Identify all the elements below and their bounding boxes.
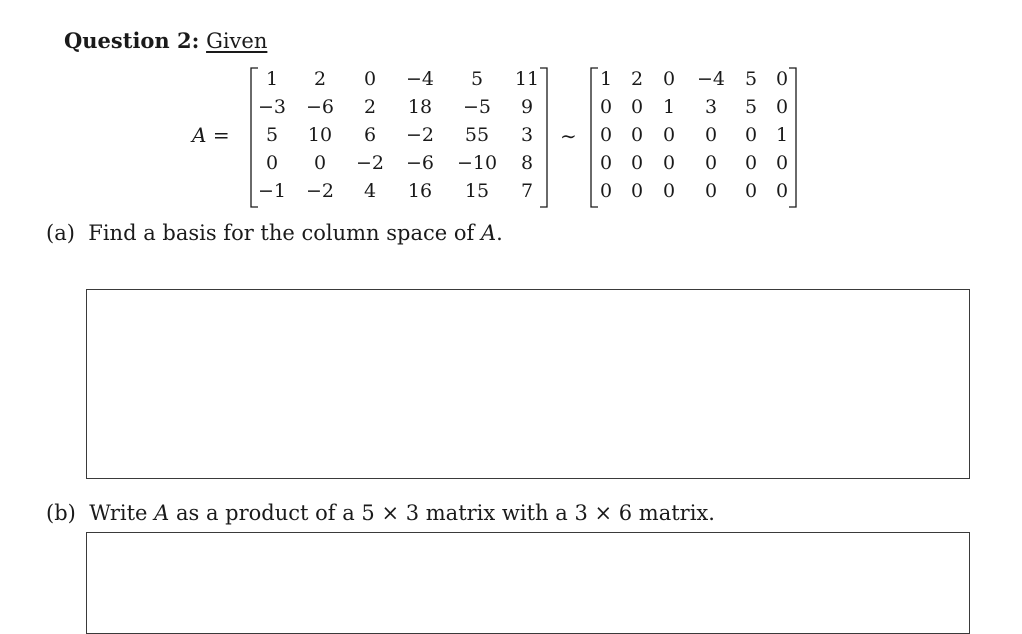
question-label: Question 2: xyxy=(64,28,200,53)
matrix-a-cell-r1-c1: 1 xyxy=(265,68,279,90)
matrix-a-cell-r5-c4: 16 xyxy=(407,180,433,202)
matrix-rref-cell-r3-c4: 0 xyxy=(704,124,718,146)
matrix-a-cell-r5-c6: 7 xyxy=(520,180,534,202)
part-a-answer-box[interactable] xyxy=(86,289,970,479)
matrix-a-cell-r4-c1: 0 xyxy=(265,152,279,174)
matrix-rref-cell-r1-c3: 0 xyxy=(662,68,676,90)
matrix-rref-cell-r3-c6: 1 xyxy=(775,124,789,146)
matrix-rref-cell-r3-c5: 0 xyxy=(744,124,758,146)
matrix-rref-cell-r5-c4: 0 xyxy=(704,180,718,202)
matrix-a-cell-r3-c4: −2 xyxy=(405,124,434,146)
matrix-rref-cell-r4-c6: 0 xyxy=(775,152,789,174)
matrix-rref-cell-r2-c4: 3 xyxy=(704,96,718,118)
matrix-a-cell-r1-c3: 0 xyxy=(363,68,377,90)
part-a-label: (a) xyxy=(46,221,75,245)
matrix-rref-cell-r1-c5: 5 xyxy=(744,68,758,90)
matrix-rref-cell-r1-c4: −4 xyxy=(696,68,725,90)
matrix-rref-cell-r5-c5: 0 xyxy=(744,180,758,202)
part-b-text-2: as a product of a 5 × 3 matrix with a 3 × 6 matrix. xyxy=(169,501,715,525)
part-b-question xyxy=(46,501,715,525)
matrix-a-cell-r3-c2: 10 xyxy=(307,124,333,146)
matrix-a-cell-r2-c5: −5 xyxy=(462,96,491,118)
matrix-rref-cell-r5-c1: 0 xyxy=(599,180,613,202)
lhs-variable: A xyxy=(192,123,207,147)
equals-sign: = xyxy=(212,123,230,147)
given-text: Given xyxy=(206,29,268,53)
matrix-a-cell-r2-c4: 18 xyxy=(407,96,433,118)
matrix-a-cell-r3-c3: 6 xyxy=(363,124,377,146)
matrix-a-cell-r2-c1: −3 xyxy=(257,96,286,118)
matrix-a-cell-r1-c2: 2 xyxy=(313,68,327,90)
part-a-question xyxy=(46,221,503,245)
matrix-a-cell-r2-c3: 2 xyxy=(363,96,377,118)
part-b-label: (b) xyxy=(46,501,76,525)
matrix-a-cell-r1-c6: 11 xyxy=(514,68,540,90)
part-a-period: . xyxy=(496,221,503,245)
part-b-text-1: Write xyxy=(89,501,155,525)
matrix-rref-cell-r2-c6: 0 xyxy=(775,96,789,118)
matrix-rref-cell-r2-c5: 5 xyxy=(744,96,758,118)
matrix-rref-cell-r3-c2: 0 xyxy=(630,124,644,146)
matrix-rref-cell-r4-c2: 0 xyxy=(630,152,644,174)
matrix-rref-cell-r5-c2: 0 xyxy=(630,180,644,202)
matrix-a-cell-r5-c1: −1 xyxy=(257,180,286,202)
matrix-rref-cell-r1-c6: 0 xyxy=(775,68,789,90)
matrix-a-cell-r4-c2: 0 xyxy=(313,152,327,174)
part-a-text: Find a basis for the column space of xyxy=(88,221,481,245)
matrix-a-cell-r3-c1: 5 xyxy=(265,124,279,146)
matrix-a-cell-r5-c3: 4 xyxy=(363,180,377,202)
matrix-a-cell-r4-c5: −10 xyxy=(456,152,498,174)
matrix-a-cell-r4-c6: 8 xyxy=(520,152,534,174)
matrix-a-cell-r3-c6: 3 xyxy=(520,124,534,146)
matrix-a-cell-r2-c2: −6 xyxy=(305,96,334,118)
matrix-a-cell-r4-c3: −2 xyxy=(355,152,384,174)
matrix-rref-cell-r2-c1: 0 xyxy=(599,96,613,118)
part-a-var: A xyxy=(480,221,497,245)
matrix-rref-cell-r2-c3: 1 xyxy=(662,96,676,118)
row-equivalent-symbol: ∼ xyxy=(560,124,577,148)
matrix-a-cell-r5-c2: −2 xyxy=(305,180,334,202)
matrix-rref-cell-r4-c4: 0 xyxy=(704,152,718,174)
matrix-a-cell-r3-c5: 55 xyxy=(464,124,490,146)
matrix-rref-cell-r5-c6: 0 xyxy=(775,180,789,202)
matrix-rref-cell-r3-c3: 0 xyxy=(662,124,676,146)
matrix-rref-cell-r4-c5: 0 xyxy=(744,152,758,174)
matrix-rref-cell-r2-c2: 0 xyxy=(630,96,644,118)
matrix-a-cell-r1-c5: 5 xyxy=(470,68,484,90)
matrix-a-cell-r2-c6: 9 xyxy=(520,96,534,118)
matrix-rref-cell-r4-c3: 0 xyxy=(662,152,676,174)
matrix-rref-cell-r4-c1: 0 xyxy=(599,152,613,174)
matrix-a-cell-r4-c4: −6 xyxy=(405,152,434,174)
matrix-rref-cell-r5-c3: 0 xyxy=(662,180,676,202)
matrix-rref-cell-r1-c2: 2 xyxy=(630,68,644,90)
matrix-rref-cell-r1-c1: 1 xyxy=(599,68,613,90)
matrix-a-cell-r1-c4: −4 xyxy=(405,68,434,90)
part-b-var: A xyxy=(154,501,170,525)
matrix-rref-cell-r3-c1: 0 xyxy=(599,124,613,146)
matrix-a-cell-r5-c5: 15 xyxy=(464,180,490,202)
